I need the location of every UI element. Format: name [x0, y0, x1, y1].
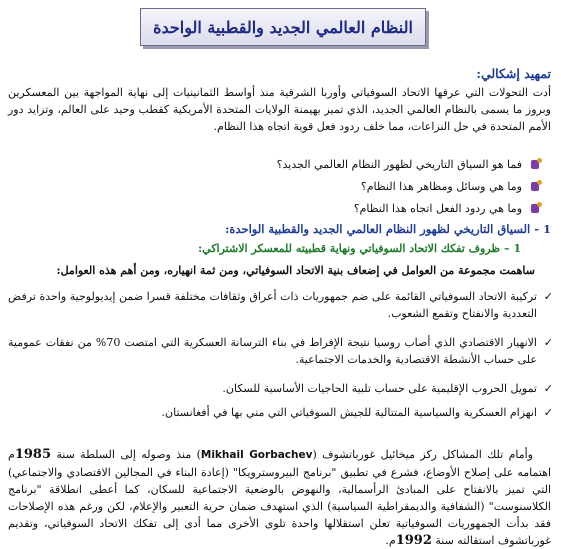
intro-heading: تمهيد إشكالي: — [476, 66, 551, 81]
factors-intro: ساهمت مجموعة من العوامل في إضعاف بنية الاتحاد السوفياتي، ومن ثمة انهياره، ومن أهم هذه العوامل: — [56, 264, 535, 277]
bullet-text: الانهيار الاقتصادي الذي أصاب روسيا نتيجة الإفراط في بناء الترسانة العسكرية التي امتصت 70% من نفقات عمومية على حساب الأنشطة الاقتصادية والخدمات الاجتماعية. — [8, 336, 537, 366]
question-text: وما هي وسائل ومظاهر هذا النظام؟ — [360, 180, 522, 193]
year-1985: 1985 — [14, 447, 51, 462]
year-1992: 1992 — [395, 533, 432, 548]
title-box — [140, 8, 426, 46]
bullet-text: تركيبة الاتحاد السوفياتي القائمة على ضم جمهوريات ذات أعراق وثقافات مختلفة قسرا ضمن إيديولوجية واحدة ترفض التعددية والانفتاح وتقمع الشعوب. — [8, 290, 537, 320]
closing-text-4: م. — [385, 534, 396, 547]
page-title: النظام العالمي الجديد والقطبية الواحدة — [153, 17, 413, 37]
gorbachev-name: Mikhail Gorbachev — [200, 449, 313, 461]
bullet-item — [8, 334, 553, 368]
question-text: وما هي ردود الفعل اتجاه هذا النظام؟ — [353, 202, 522, 215]
closing-text-3: م اهتمامه على إصلاح الأوضاع، فشرع في تطبيق "برنامج البيروسترويكا" (إعادة البناء في المجالين الاقتصادي والاجتماعي) التي تميز بالانفتاح على المبادئ الرأسمالية، والنهوض بالوضعية الاجتماعية للسكان، كما أعطى انطلاقة "برنامج الكلاسنوست" (الشفافية والديمقراطية السياسية) الذي استهدف ضمان حرية التعبير والإعلام، لكن ورغم هذه الإصلاحات فقد بدأت الجمهوريات السوفياتية تعلن استقلالها واحدة تلوى الأخرى مما أدى إلى تفكك الاتحاد السوفياتي، وتقديم غورباتشوف استقالته سنة — [8, 448, 551, 547]
closing-text-1: وأمام تلك المشاكل ركز ميخائيل غورباتشوف ( — [312, 448, 533, 461]
bullet-icon — [528, 203, 539, 214]
bullet-item — [8, 380, 553, 397]
closing-text-2: ) منذ وصوله إلى السلطة سنة — [51, 448, 201, 461]
question-item — [354, 202, 539, 215]
bullet-item — [8, 404, 553, 421]
checkmark-icon: ✓ — [543, 406, 553, 419]
checkmark-icon: ✓ — [543, 336, 553, 349]
checkmark-icon: ✓ — [543, 290, 553, 303]
intro-paragraph: أدت التحولات التي عرفها الاتحاد السوفياتي وأوربا الشرقية منذ أواسط الثمانينيات إلى نهاية المواجهة بين المعسكرين وبروز ما يسمى بالنظام العالمي الجديد، الذي تميز بهيمنة الولايات المتحدة الأمريكية كقطب وحيد على العالم، وتزايد دور الأمم المتحدة في حل النزاعات، مما خلف ردود فعل قوية اتجاه هذا النظام. — [8, 86, 551, 133]
question-text: فما هو السياق التاريخي لظهور النظام العالمي الجديد؟ — [276, 158, 522, 171]
checkmark-icon: ✓ — [543, 382, 553, 395]
section-heading: 1 - السياق التاريخي لظهور النظام العالمي الجديد والقطبية الواحدة: — [225, 222, 551, 236]
bullet-icon — [528, 181, 539, 192]
bullet-text: تمويل الحروب الإقليمية على حساب تلبية الحاجيات الأساسية للسكان. — [222, 382, 537, 395]
question-item — [277, 158, 539, 171]
bullet-icon — [528, 159, 539, 170]
bullet-text: انهزام العسكرية والسياسية المتتالية للجيش السوفياتي التي مني بها في أفغانستان. — [161, 406, 537, 419]
question-item — [361, 180, 539, 193]
bullet-item — [8, 288, 553, 322]
closing-paragraph — [8, 446, 551, 549]
subsection-heading: 1 – ظروف تفكك الاتحاد السوفياتي ونهاية قطبيته للمعسكر الاشتراكي: — [198, 242, 521, 255]
